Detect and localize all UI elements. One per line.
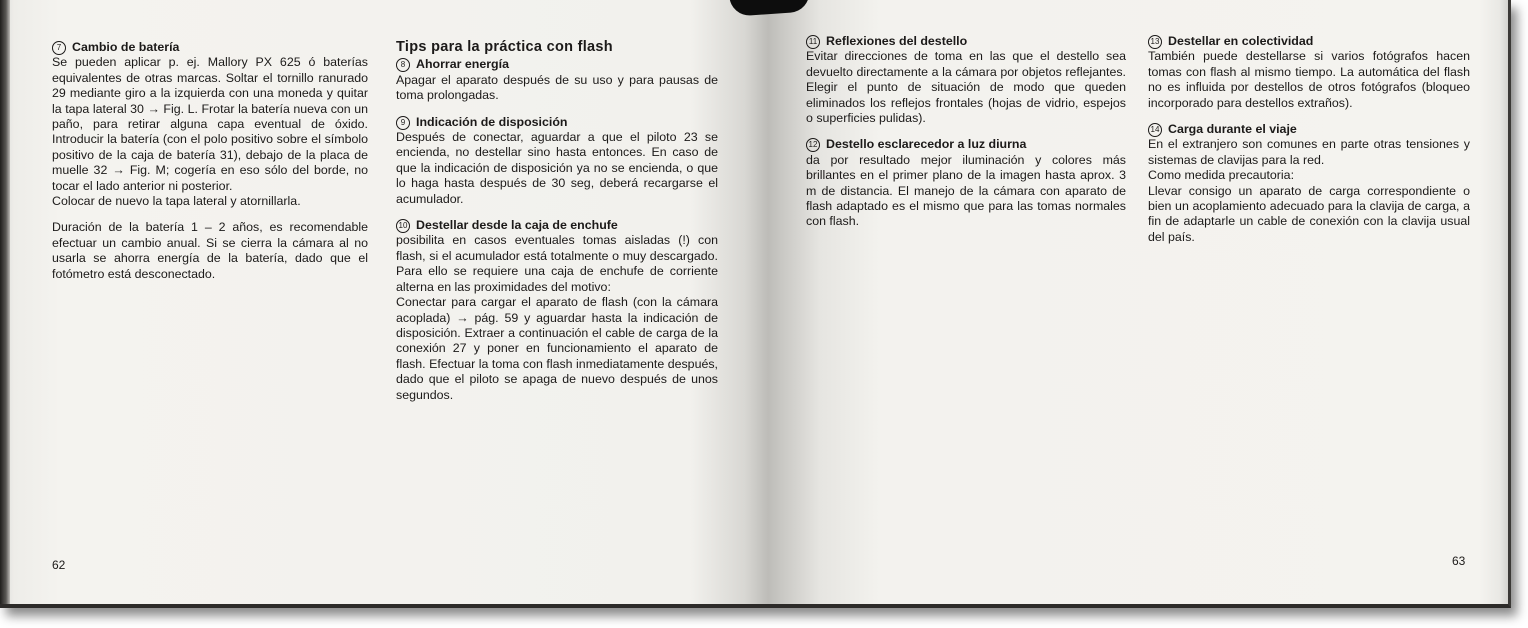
paragraph: Llevar consigo un aparato de carga correspondiente o bien un acoplamiento adecuado para la clavija de carga, a fin de adaptarle un cable de conexión con la clavija usual del país. bbox=[1148, 183, 1470, 244]
page-number-right: 63 bbox=[1452, 554, 1466, 568]
heading-reflexiones-destello: 11 Reflexiones del destello bbox=[806, 34, 1126, 49]
column-4 bbox=[1148, 34, 1470, 245]
heading-destello-esclarecedor: 12 Destello esclarecedor a luz diurna bbox=[806, 137, 1126, 152]
column-2 bbox=[396, 40, 718, 403]
circled-number: 13 bbox=[1148, 35, 1162, 49]
paragraph: Se pueden aplicar p. ej. Mallory PX 625 ó baterías equivalentes de otras marcas. Soltar el tornillo ranurado 29 mediante giro a la izquierda con una moneda y quitar la tapa lateral 30 → Fig. L. Frotar la batería nueva con un paño, para retirar alguna capa eventual de óxido. Introducir la batería (con el polo positivo sobre el símbolo positivo de la caja de batería 31), debajo de la placa de muelle 32 → Fig. M; cogería en eso sólo del borde, no tocar el lado anterior ni posterior. bbox=[52, 55, 368, 193]
paragraph: También puede destellarse si varios fotógrafos hacen tomas con flash al mismo tiempo. La automática del flash no es influida por destellos de otros fotógrafos (bloqueo incorporado para destellos extraños). bbox=[1148, 49, 1470, 110]
paragraph: Evitar direcciones de toma en las que el destello sea devuelto directamente a la cámara por objetos reflejantes. Elegir el punto de situación de modo que queden eliminados los reflejos frontales (hojas de vidrio, espejos o superficies pulidas). bbox=[806, 49, 1126, 126]
column-1 bbox=[52, 40, 368, 282]
circled-number: 7 bbox=[52, 41, 66, 55]
paragraph: da por resultado mejor iluminación y colores más brillantes en el primer plano de la imagen hasta aprox. 3 m de distancia. El manejo de la cámara con aparato de flash adaptado es el mismo que para las tomas normales con flash. bbox=[806, 152, 1126, 229]
circled-number: 14 bbox=[1148, 123, 1162, 137]
book-edge bbox=[0, 0, 10, 604]
paragraph: Duración de la batería 1 – 2 años, es recomendable efectuar un cambio anual. Si se cierra la cámara al no usarla se ahorra energía de la batería, dado que el fotómetro está desconectado. bbox=[52, 220, 368, 281]
paragraph: Después de conectar, aguardar a que el piloto 23 se encienda, no destellar sino hasta entonces. En caso de que la indicación de disposición ya no se encienda, o que lo haga hasta después de 30 seg, deberá recargarse el acumulador. bbox=[396, 130, 718, 206]
column-3 bbox=[806, 34, 1126, 230]
paragraph: Colocar de nuevo la tapa lateral y atornillarla. bbox=[52, 194, 301, 209]
paragraph: Apagar el aparato después de su uso y para pausas de toma prolongadas. bbox=[396, 72, 718, 103]
heading-indicacion-disposicion: 9 Indicación de disposición bbox=[396, 115, 718, 130]
binding-shadow bbox=[729, 0, 810, 17]
paragraph: Conectar para cargar el aparato de flash (con la cámara acoplada) → pág. 59 y aguardar hasta la indicación de disposición. Extraer a continuación el cable de carga de la conexión 27 y poner en funcionamiento el aparato de flash. Efectuar la toma con flash inmediatamente después, dado que el piloto se apaga de nuevo después de unos segundos. bbox=[396, 295, 718, 402]
circled-number: 11 bbox=[806, 35, 820, 49]
heading-destellar-colectividad: 13 Destellar en colectividad bbox=[1148, 34, 1470, 49]
paragraph: En el extranjero son comunes en parte otras tensiones y sistemas de clavijas para la red. bbox=[1148, 137, 1470, 167]
section-title: Tips para la práctica con flash bbox=[396, 39, 613, 55]
circled-number: 9 bbox=[396, 116, 410, 130]
heading-destellar-caja-enchufe: 10 Destellar desde la caja de enchufe bbox=[396, 218, 718, 233]
circled-number: 10 bbox=[396, 219, 410, 233]
circled-number: 12 bbox=[806, 138, 820, 152]
page-number-left: 62 bbox=[52, 558, 66, 572]
heading-ahorrar-energia: 8 Ahorrar energía bbox=[396, 57, 718, 72]
paragraph: Como medida precautoria: bbox=[1148, 168, 1295, 183]
heading-carga-viaje: 14 Carga durante el viaje bbox=[1148, 122, 1470, 137]
circled-number: 8 bbox=[396, 58, 410, 72]
paragraph: posibilita en casos eventuales tomas aisladas (!) con flash, si el acumulador está totalmente o muy descargado. Para ello se requiere una caja de enchufe de corriente alterna en las proximidades del motivo: bbox=[396, 233, 718, 294]
heading-cambio-bateria: 7 Cambio de batería bbox=[52, 40, 368, 55]
